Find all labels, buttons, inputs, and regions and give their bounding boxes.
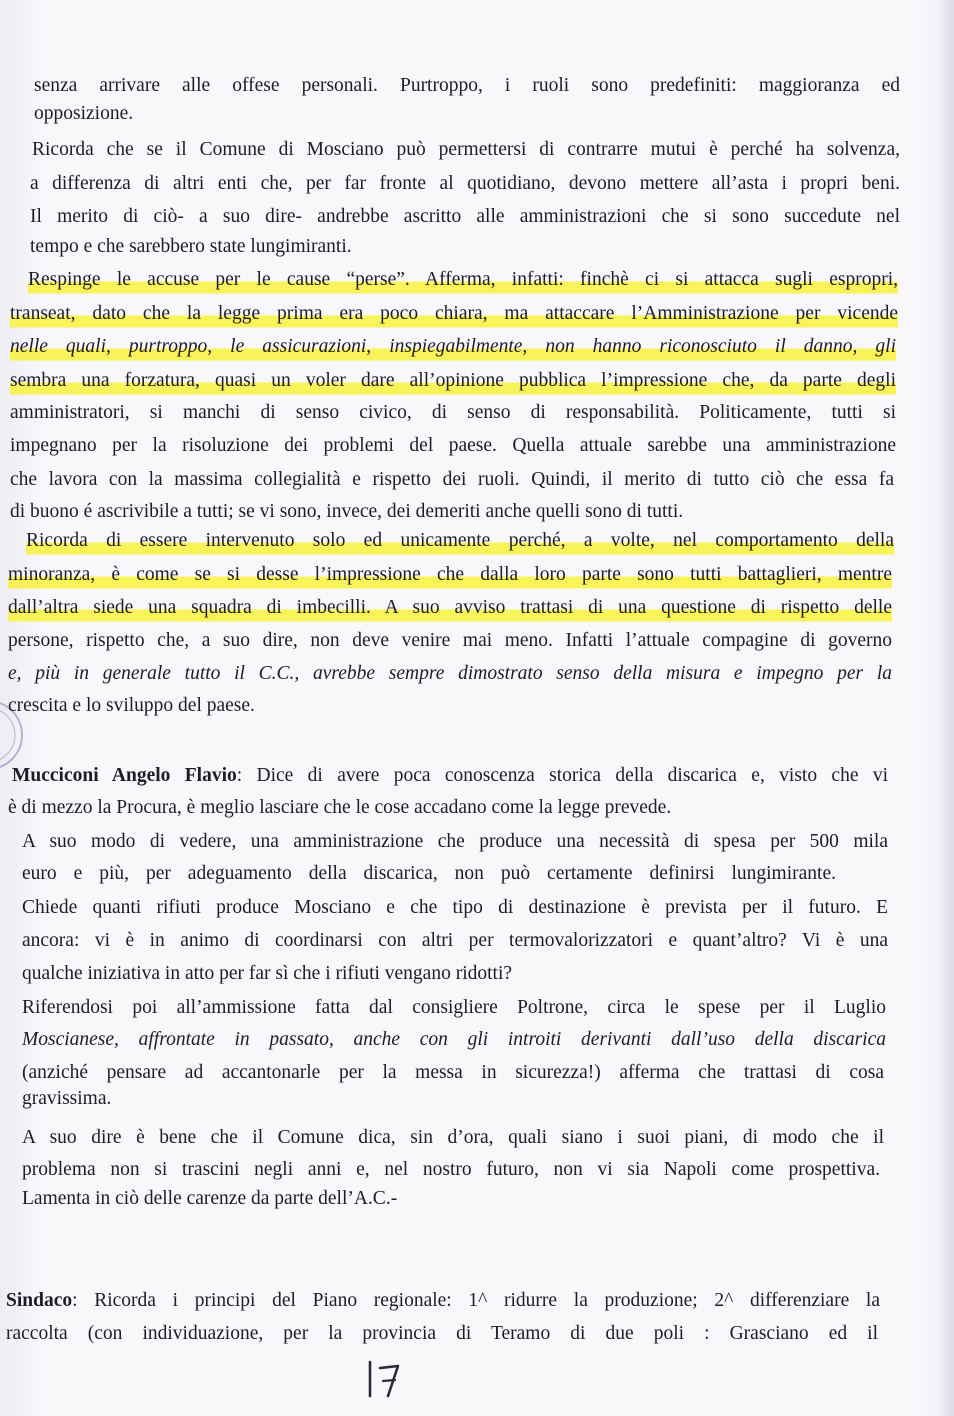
line-text: senza arrivare alle offese personali. Purtroppo, i ruoli sono predefiniti: maggioranza ed [34,75,900,96]
line-text: gravissima. [22,1088,112,1109]
page-number-handwritten [362,1356,412,1400]
line-text: Riferendosi poi all’ammissione fatta dal consigliere Poltrone, circa le spese per il Luglio [22,997,886,1018]
line-text: impegnano per la risoluzione dei problemi del paese. Quella attuale sarebbe una amministrazione [10,435,896,456]
text-line [6,1285,880,1317]
text-line [30,201,900,233]
line-text: qualche iniziativa in atto per far sì che i rifiuti vengano ridotti? [22,963,513,984]
text-line [10,430,896,462]
text-line [8,625,892,657]
line-text: A suo modo di vedere, una amministrazione che produce una necessità di spesa per 500 mila [22,831,888,852]
text-line [32,134,900,166]
line-text: persone, rispetto che, a suo dire, non deve venire mai meno. Infatti l’attuale compagine di governo [8,630,892,651]
text-line [6,1318,878,1350]
line-text: problema non si trascini negli anni e, nel nostro futuro, non vi sia Napoli come prospettiva. [22,1159,880,1180]
line-text: di buono é ascrivibile a tutti; se vi sono, invece, dei demeriti anche quelli sono di tutti. [10,501,684,522]
line-text: Ricorda di essere intervenuto solo ed unicamente perché, a volte, nel comportamento della [26,530,894,551]
text-line [10,496,683,528]
line-text: dall’altra siede una squadra di imbecilli. A suo avviso trattasi di una questione di rispetto delle [8,597,892,618]
text-line [22,1183,397,1215]
speaker-name: Sindaco [6,1290,73,1311]
line-text: è di mezzo la Procura, è meglio lasciare che le cose accadano come la legge prevede. [8,797,672,818]
line-text: ancora: vi è in animo di coordinarsi con altri per termovalorizzatori e quant’altro? Vi è una [22,930,888,951]
line-text: Moscianese, affrontate in passato, anche con gli introiti derivanti dall’uso della discarica [22,1029,886,1050]
text-line [22,826,888,858]
text-line [22,1154,880,1186]
line-text: Chiede quanti rifiuti produce Mosciano e che tipo di destinazione è prevista per il futuro. E [22,897,888,918]
line-text: : Ricorda i principi del Piano regionale: 1^ ridurre la produzione; 2^ differenziare la [72,1290,880,1311]
text-line [30,168,900,200]
line-text: sembra una forzatura, quasi un voler dare all’opinione pubblica l’impressione che, da parte degli [10,370,896,391]
line-text: e, più in generale tutto il C.C., avrebbe sempre dimostrato senso della misura e impegno per la [8,663,892,684]
text-line [22,958,512,990]
text-line [10,298,898,330]
page-edge-shadow [936,0,954,1416]
text-line [10,365,896,397]
text-line [10,464,894,496]
line-text: crescita e lo sviluppo del paese. [8,695,255,716]
line-text: (anziché pensare ad accantonarle per la messa in sicurezza!) afferma che trattasi di cosa [22,1062,884,1083]
text-line [8,592,892,624]
line-text: minoranza, è come se si desse l’impressione che dalla loro parte sono tutti battaglieri, mentre [8,564,892,585]
text-line [28,264,898,296]
line-text: : Dice di avere poca conoscenza storica della discarica e, visto che vi [236,765,888,786]
text-line [22,925,888,957]
line-text: che lavora con la massima collegialità e rispetto dei ruoli. Quindi, il merito di tutto ciò che essa fa [10,469,894,490]
text-line [22,858,836,890]
text-line [26,525,894,557]
text-line [22,892,888,924]
text-line [8,559,892,591]
text-line [8,658,892,690]
line-text: transeat, dato che la legge prima era poco chiara, ma attaccare l’Amministrazione per vicende [10,303,898,324]
text-line [8,690,255,722]
text-line [8,792,671,824]
line-text: nelle quali, purtroppo, le assicurazioni, inspiegabilmente, non hanno riconosciuto il danno, gli [10,336,896,357]
text-line [22,1057,884,1089]
line-text: tempo e che sarebbero state lungimiranti. [30,236,352,257]
text-line [34,70,900,102]
line-text: Ricorda che se il Comune di Mosciano può permettersi di contrarre mutui è perché ha solvenza, [32,139,900,160]
speaker-name: Mucciconi Angelo Flavio [12,765,237,786]
line-text: euro e più, per adeguamento della discarica, non può certamente definirsi lungimirante. [22,863,836,884]
text-line [12,760,888,792]
line-text: raccolta (con individuazione, per la provincia di Teramo di due poli : Grasciano ed il [6,1323,878,1344]
text-line [30,231,352,263]
text-line [22,1122,884,1154]
line-text: opposizione. [34,103,134,124]
line-text: amministratori, si manchi di senso civico, di senso di responsabilità. Politicamente, tutti si [10,402,896,423]
line-text: A suo dire è bene che il Comune dica, sin d’ora, quali siano i suoi piani, di modo che il [22,1127,884,1148]
text-line [10,331,896,363]
line-text: Il merito di ciò- a suo dire- andrebbe ascritto alle amministrazioni che si sono succedute nel [30,206,900,227]
line-text: Respinge le accuse per le cause “perse”. Afferma, infatti: finchè ci si attacca sugli espropri, [28,269,898,290]
text-line [34,98,133,130]
text-line [22,1024,886,1056]
text-line [22,992,886,1024]
line-text: a differenza di altri enti che, per far fronte al quotidiano, devono mettere all’asta i propri beni. [30,173,900,194]
text-line [10,397,896,429]
line-text: Lamenta in ciò delle carenze da parte dell’A.C.- [22,1188,398,1209]
text-line [22,1083,111,1115]
